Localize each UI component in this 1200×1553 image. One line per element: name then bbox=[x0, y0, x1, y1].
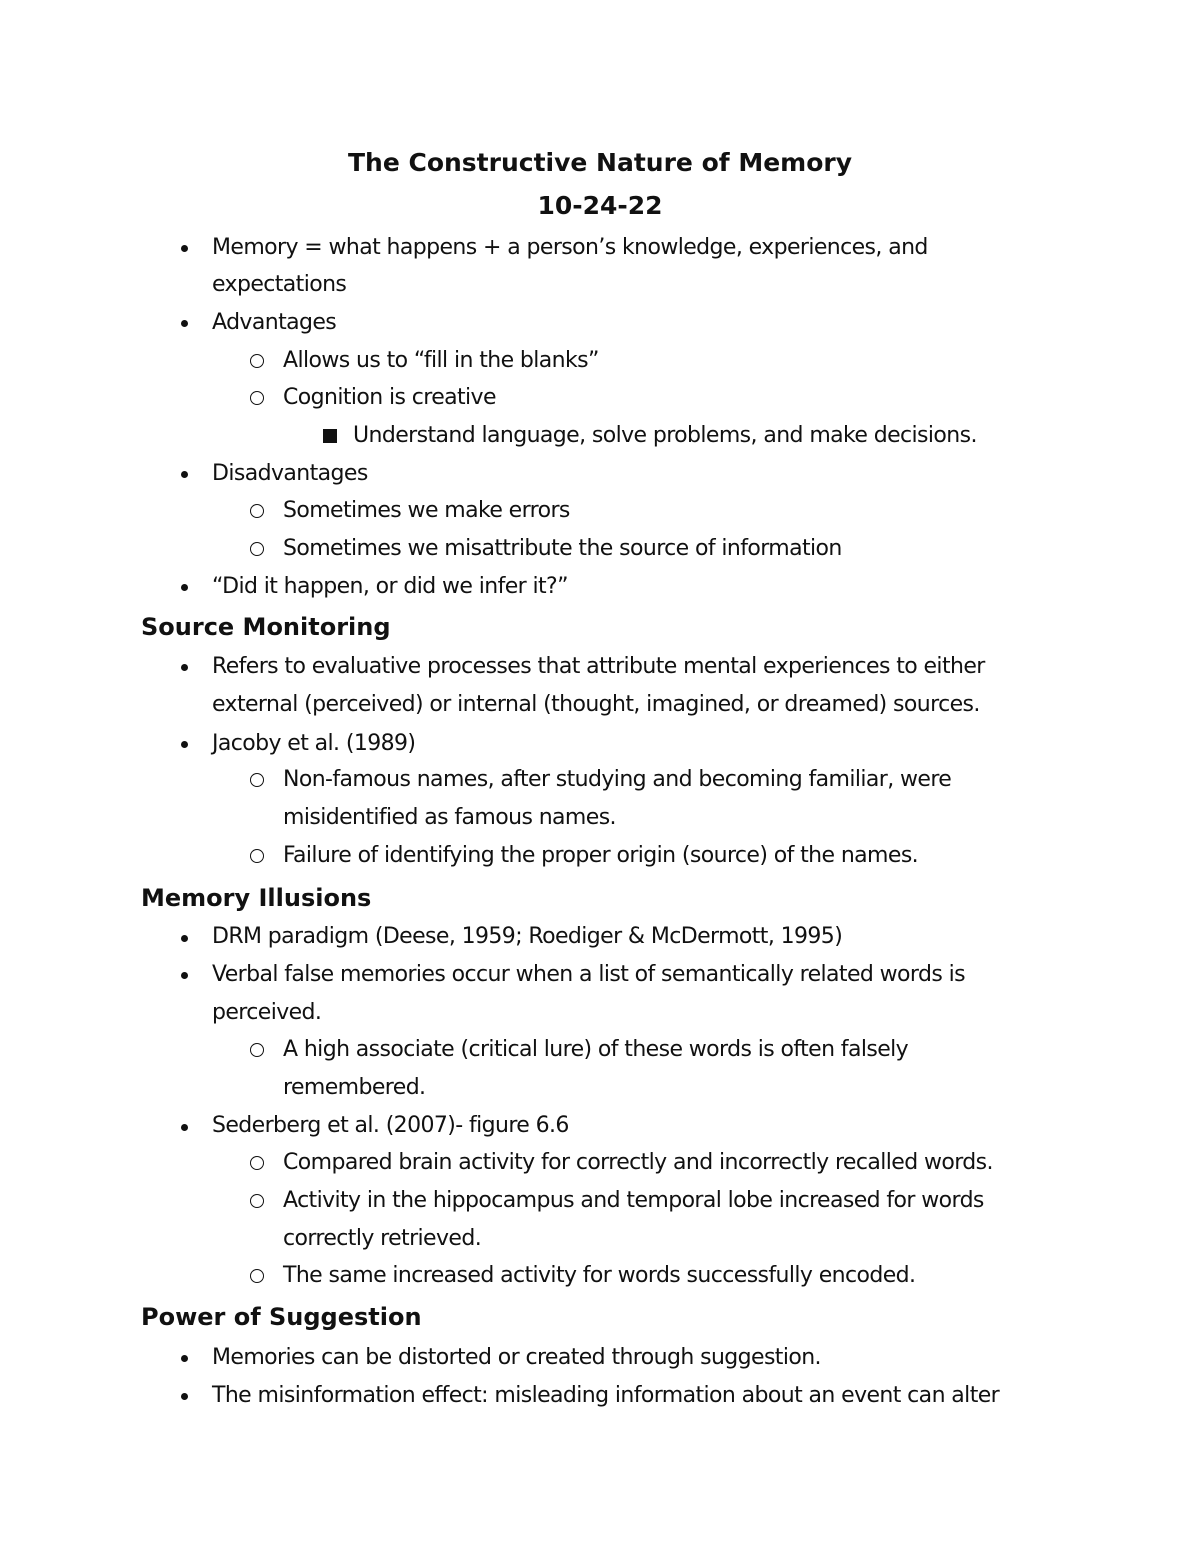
list-subitem: The same increased activity for words successfully encoded. bbox=[283, 1263, 916, 1288]
list-item-continuation: external (perceived) or internal (thought, imagined, or dreamed) sources. bbox=[212, 692, 980, 717]
bullet-disc-icon bbox=[181, 245, 188, 252]
bullet-disc-icon bbox=[181, 1355, 188, 1362]
section-heading-power-of-suggestion: Power of Suggestion bbox=[141, 1303, 422, 1331]
bullet-circle-icon bbox=[250, 1043, 264, 1057]
list-item: Sederberg et al. (2007)- figure 6.6 bbox=[212, 1113, 569, 1138]
bullet-circle-icon bbox=[250, 1194, 264, 1208]
list-subitem: Compared brain activity for correctly and incorrectly recalled words. bbox=[283, 1150, 993, 1175]
list-item: Disadvantages bbox=[212, 461, 368, 486]
list-subitem-continuation: remembered. bbox=[283, 1075, 426, 1100]
bullet-disc-icon bbox=[181, 584, 188, 591]
list-item: DRM paradigm (Deese, 1959; Roediger & McDermott, 1995) bbox=[212, 924, 843, 949]
bullet-circle-icon bbox=[250, 849, 264, 863]
bullet-circle-icon bbox=[250, 391, 264, 405]
bullet-circle-icon bbox=[250, 1156, 264, 1170]
list-subitem: Activity in the hippocampus and temporal lobe increased for words bbox=[283, 1188, 984, 1213]
list-item: Memory = what happens + a person’s knowledge, experiences, and bbox=[212, 235, 928, 260]
list-item: Advantages bbox=[212, 310, 337, 335]
list-item: Refers to evaluative processes that attribute mental experiences to either bbox=[212, 654, 985, 679]
bullet-circle-icon bbox=[250, 542, 264, 556]
list-subitem: Sometimes we make errors bbox=[283, 498, 570, 523]
list-item: Jacoby et al. (1989) bbox=[212, 731, 416, 756]
bullet-disc-icon bbox=[181, 935, 188, 942]
list-item-continuation: perceived. bbox=[212, 1000, 322, 1025]
bullet-disc-icon bbox=[181, 1124, 188, 1131]
bullet-disc-icon bbox=[181, 471, 188, 478]
document-title: The Constructive Nature of Memory bbox=[347, 148, 853, 177]
list-subitem-continuation: correctly retrieved. bbox=[283, 1226, 482, 1251]
list-subitem-continuation: misidentified as famous names. bbox=[283, 805, 616, 830]
bullet-disc-icon bbox=[181, 664, 188, 671]
list-subsubitem: Understand language, solve problems, and make decisions. bbox=[353, 423, 977, 448]
bullet-disc-icon bbox=[181, 1393, 188, 1400]
list-item: Verbal false memories occur when a list of semantically related words is bbox=[212, 962, 965, 987]
list-item: “Did it happen, or did we infer it?” bbox=[212, 574, 568, 599]
list-item: The misinformation effect: misleading information about an event can alter bbox=[212, 1383, 1000, 1408]
list-item: Memories can be distorted or created through suggestion. bbox=[212, 1345, 821, 1370]
document-date: 10-24-22 bbox=[537, 191, 663, 220]
section-heading-source-monitoring: Source Monitoring bbox=[141, 613, 391, 641]
list-subitem: A high associate (critical lure) of these words is often falsely bbox=[283, 1037, 909, 1062]
bullet-square-icon bbox=[323, 429, 337, 443]
list-subitem: Allows us to “fill in the blanks” bbox=[283, 348, 599, 373]
section-heading-memory-illusions: Memory Illusions bbox=[141, 884, 372, 912]
bullet-circle-icon bbox=[250, 354, 264, 368]
list-subitem: Non-famous names, after studying and becoming familiar, were bbox=[283, 767, 952, 792]
bullet-disc-icon bbox=[181, 741, 188, 748]
list-subitem: Cognition is creative bbox=[283, 385, 496, 410]
list-subitem: Sometimes we misattribute the source of information bbox=[283, 536, 842, 561]
bullet-circle-icon bbox=[250, 773, 264, 787]
list-item-continuation: expectations bbox=[212, 272, 347, 297]
bullet-circle-icon bbox=[250, 1269, 264, 1283]
bullet-disc-icon bbox=[181, 972, 188, 979]
list-subitem: Failure of identifying the proper origin (source) of the names. bbox=[283, 843, 919, 868]
bullet-circle-icon bbox=[250, 504, 264, 518]
bullet-disc-icon bbox=[181, 320, 188, 327]
